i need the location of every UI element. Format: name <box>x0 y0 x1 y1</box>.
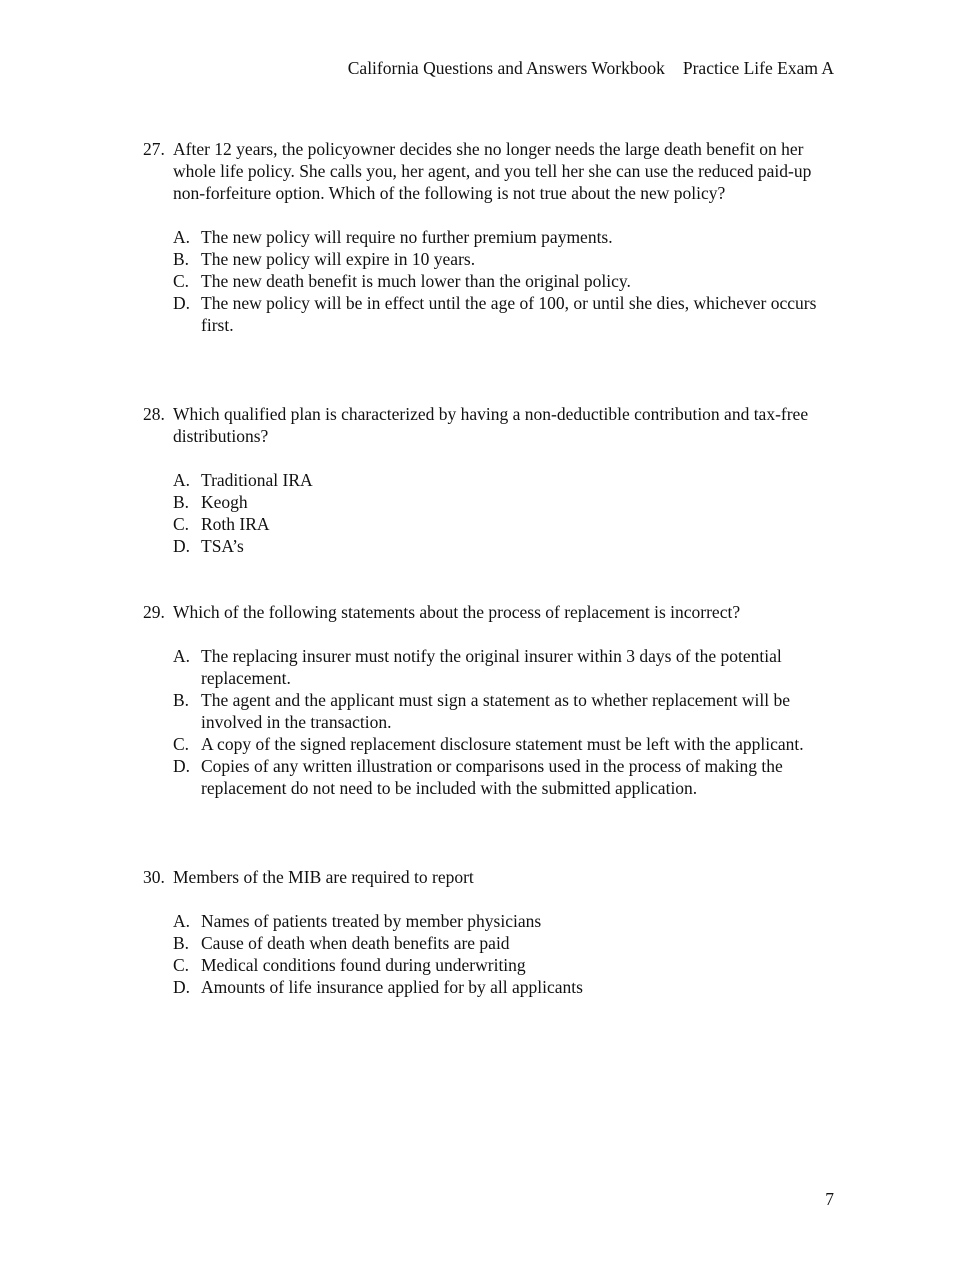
question-text: Which qualified plan is characterized by having a non-deductible contribution and tax-free distributions? <box>173 404 809 446</box>
answer-option-a <box>173 226 833 248</box>
option-letter: A. <box>173 911 191 931</box>
option-letter: B. <box>173 933 190 953</box>
workbook-title: California Questions and Answers Workbook <box>347 58 665 78</box>
option-text: A copy of the signed replacement disclosure statement must be left with the applicant. <box>201 734 804 754</box>
answer-options <box>173 226 833 336</box>
answer-option-d <box>173 535 833 557</box>
answer-option-a <box>173 469 833 491</box>
option-text: Copies of any written illustration or comparisons used in the process of making the replacement do not need to be included with the submitted application. <box>201 756 783 798</box>
option-letter: A. <box>173 227 191 247</box>
option-text: The replacing insurer must notify the original insurer within 3 days of the potential replacement. <box>201 646 782 688</box>
option-letter: A. <box>173 646 191 666</box>
option-text: Keogh <box>201 492 248 512</box>
answer-option-d <box>173 755 833 799</box>
page-header <box>348 57 834 79</box>
answer-options <box>173 645 833 799</box>
answer-options <box>173 910 833 998</box>
answer-option-c <box>173 733 833 755</box>
answer-option-a <box>173 645 833 689</box>
option-letter: C. <box>173 734 190 754</box>
option-text: The new policy will expire in 10 years. <box>201 249 476 269</box>
answer-option-b <box>173 491 833 513</box>
option-letter: A. <box>173 470 191 490</box>
answer-option-d <box>173 292 833 336</box>
answer-option-c <box>173 954 833 976</box>
option-text: Roth IRA <box>201 514 270 534</box>
question-stem <box>143 601 833 623</box>
answer-option-b <box>173 689 833 733</box>
answer-option-c <box>173 270 833 292</box>
option-letter: C. <box>173 271 190 291</box>
option-text: The new policy will require no further premium payments. <box>201 227 613 247</box>
question-29 <box>143 601 833 799</box>
option-text: Names of patients treated by member physicians <box>201 911 542 931</box>
option-text: Cause of death when death benefits are paid <box>201 933 510 953</box>
question-number: 30. <box>143 867 165 887</box>
question-text: Which of the following statements about the process of replacement is incorrect? <box>173 602 741 622</box>
question-text: After 12 years, the policyowner decides she no longer needs the large death benefit on her whole life policy. She calls you, her agent, and you tell her she can use the reduced paid-up non-forfeiture option. Which of the following is not true about the new policy? <box>173 139 812 203</box>
option-text: The agent and the applicant must sign a statement as to whether replacement will be involved in the transaction. <box>201 690 790 732</box>
option-text: TSA’s <box>201 536 244 556</box>
option-letter: B. <box>173 690 190 710</box>
question-stem <box>143 866 833 888</box>
question-number: 27. <box>143 139 165 159</box>
answer-option-c <box>173 513 833 535</box>
answer-option-d <box>173 976 833 998</box>
question-text: Members of the MIB are required to report <box>173 867 474 887</box>
question-number: 28. <box>143 404 165 424</box>
question-number: 29. <box>143 602 165 622</box>
option-letter: D. <box>173 756 191 776</box>
page-number: 7 <box>825 1189 834 1209</box>
question-stem <box>143 403 833 447</box>
option-text: The new policy will be in effect until the age of 100, or until she dies, whichever occurs first. <box>201 293 817 335</box>
question-27 <box>143 138 833 336</box>
option-letter: D. <box>173 977 191 997</box>
option-letter: D. <box>173 293 191 313</box>
option-letter: B. <box>173 249 190 269</box>
answer-options <box>173 469 833 557</box>
option-letter: B. <box>173 492 190 512</box>
answer-option-a <box>173 910 833 932</box>
option-text: Traditional IRA <box>201 470 313 490</box>
option-letter: D. <box>173 536 191 556</box>
answer-option-b <box>173 248 833 270</box>
question-stem <box>143 138 833 204</box>
question-28 <box>143 403 833 557</box>
option-text: The new death benefit is much lower than the original policy. <box>201 271 631 291</box>
exam-title: Practice Life Exam A <box>682 58 834 78</box>
question-30 <box>143 866 833 998</box>
option-text: Medical conditions found during underwriting <box>201 955 526 975</box>
option-letter: C. <box>173 514 190 534</box>
option-text: Amounts of life insurance applied for by all applicants <box>201 977 583 997</box>
answer-option-b <box>173 932 833 954</box>
option-letter: C. <box>173 955 190 975</box>
